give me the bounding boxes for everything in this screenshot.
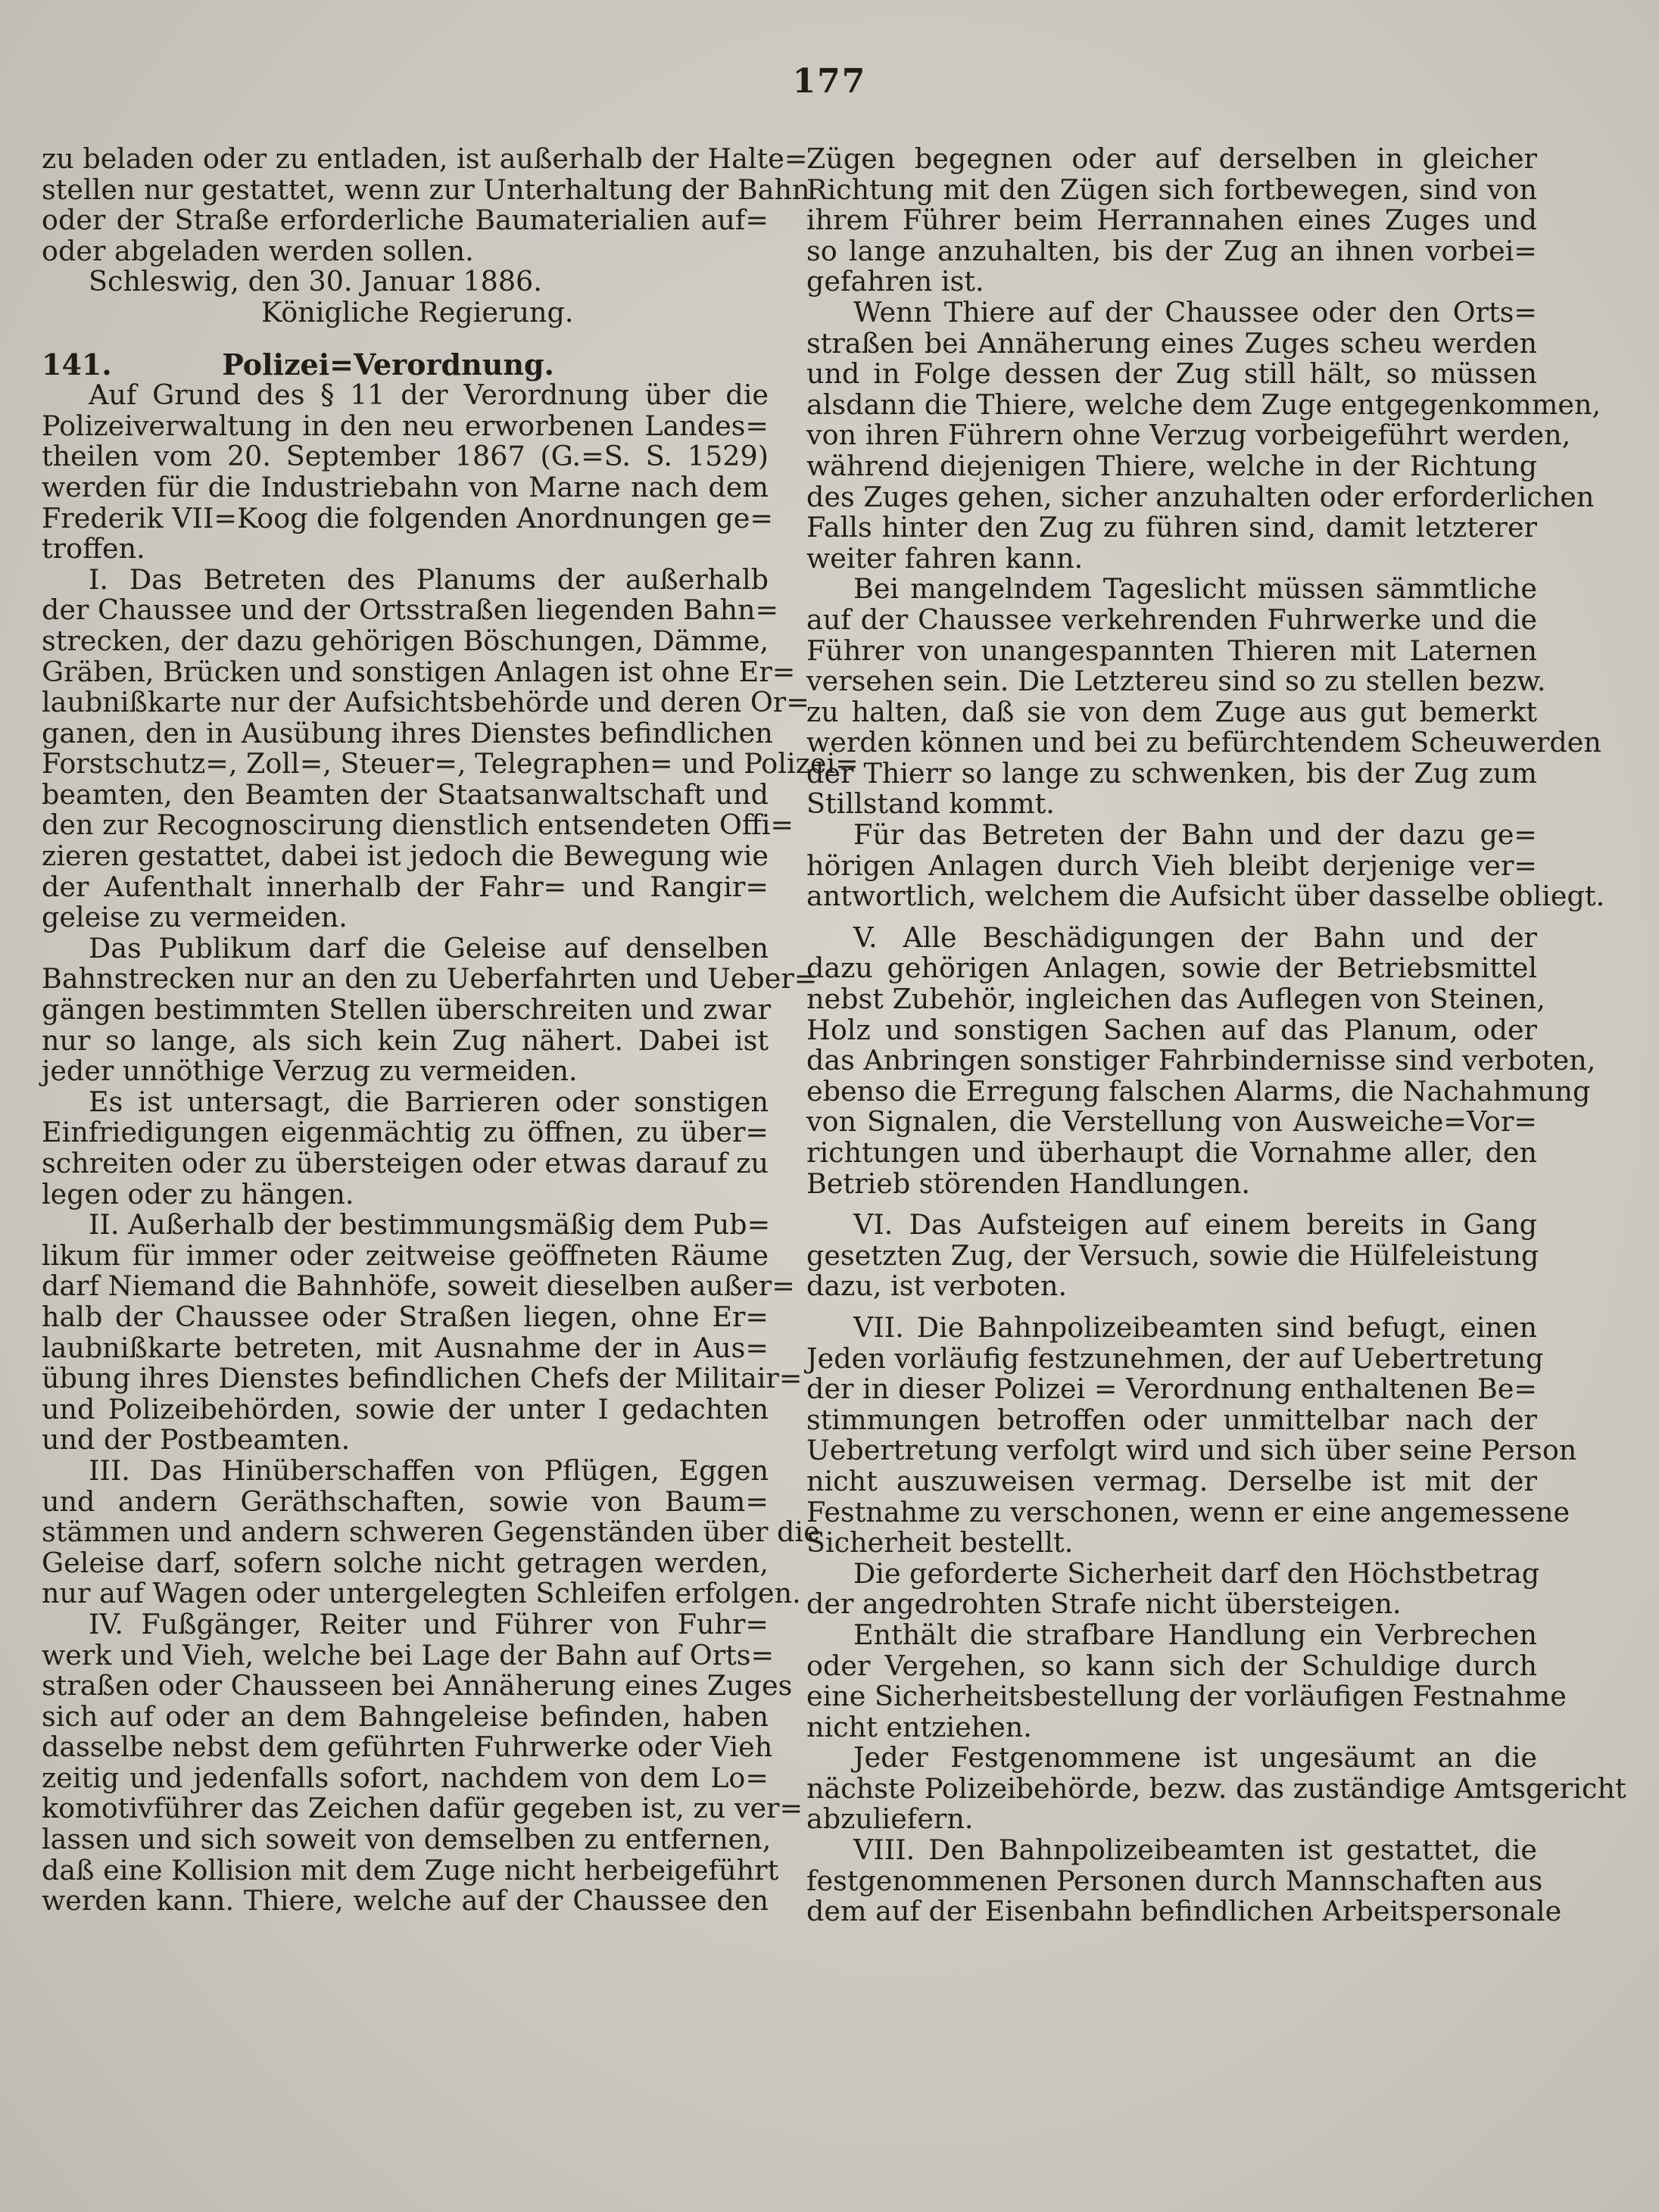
text-line: während diejenigen Thiere, welche in der Richtung [806,449,1537,482]
text-line: dem auf der Eisenbahn befindlichen Arbeitspersonale [806,1895,1562,1928]
text-line: nächste Polizeibehörde, bezw. das zuständige Amtsgericht [806,1771,1626,1805]
text-line: und andern Geräthschaften, sowie von Baum= [42,1485,769,1518]
text-line: und Polizeibehörden, sowie der unter I gedachten [42,1392,769,1425]
text-line: Bahnstrecken nur an den zu Ueberfahrten und Ueber= [42,962,818,995]
right-column [806,142,1626,1928]
text-line: Enthält die strafbare Handlung ein Verbrechen [853,1618,1537,1651]
text-line: oder abgeladen werden sollen. [42,234,474,267]
text-line: Festnahme zu verschonen, wenn er eine angemessene [806,1495,1570,1528]
text-line: gesetzten Zug, der Versuch, sowie die Hülfeleistung [806,1238,1539,1272]
text-line: der angedrohten Strafe nicht übersteigen. [806,1587,1402,1621]
text-line: beamten, den Beamten der Staatsanwaltschaft und [42,777,769,811]
text-line: nebst Zubehör, ingleichen das Auflegen von Steinen, [806,983,1545,1016]
text-line: III. Das Hinüberschaffen von Pflügen, Eggen [89,1453,769,1487]
text-line: zieren gestattet, dabei ist jedoch die Bewegung wie [42,840,769,873]
text-line: jeder unnöthige Verzug zu vermeiden. [42,1055,578,1088]
place-date: Schleswig, den 30. Januar 1886. [89,265,542,298]
text-line: Jeder Festgenommene ist ungesäumt an die [853,1741,1537,1774]
paragraph-VII [806,1310,1577,1559]
issuing-authority: Königliche Regierung. [261,295,574,329]
text-line: Forstschutz=, Zoll=, Steuer=, Telegraphen= und Polizei= [42,747,859,780]
text-line: IV. Fußgänger, Reiter und Führer von Fuhr= [89,1607,769,1640]
text-line: übung ihres Dienstes befindlichen Chefs der Militair= [42,1362,803,1395]
text-line: schreiten oder zu übersteigen oder etwas darauf zu [42,1147,769,1179]
text-line: Gräben, Brücken und sonstigen Anlagen ist ohne Er= [42,655,796,688]
text-line: lassen und sich soweit von demselben zu entfernen, [42,1823,772,1856]
text-line: nicht entziehen. [806,1710,1032,1743]
paragraph-I [42,562,859,934]
text-line: Uebertretung verfolgt wird und sich über seine Person [806,1434,1577,1467]
text-line: laubnißkarte nur der Aufsichtsbehörde und deren Or= [42,686,809,719]
text-line: Richtung mit den Zügen sich fortbewegen, sind von [806,173,1537,206]
text-line: Jeden vorläufig festzunehmen, der auf Uebertretung [806,1341,1544,1375]
text-line: VI. Das Aufsteigen auf einem bereits in Gang [853,1208,1537,1242]
paragraph-V [806,921,1596,1200]
text-line: straßen bei Annäherung eines Zuges scheu werden [806,326,1537,360]
paragraph-VII-crime [806,1618,1567,1743]
paragraph-IV [42,1607,803,1918]
text-line: so lange anzuhalten, bis der Zug an ihnen vorbei= [806,234,1537,267]
text-line: V. Alle Beschädigungen der Bahn und der [853,921,1537,954]
text-line: sich auf oder an dem Bahngeleise befinden, haben [42,1700,769,1733]
text-line: versehen sein. Die Letztereu sind so zu stellen bezw. [806,665,1546,698]
text-line: theilen vom 20. September 1867 (G.=S. S. 1529) [42,440,769,473]
text-line: Das Publikum darf die Geleise auf denselben [89,931,769,964]
text-line: und in Folge dessen der Zug still hält, so müssen [806,357,1537,391]
text-line: gefahren ist. [806,265,984,298]
paragraph-VII-delivery [806,1741,1626,1836]
left-column [42,142,859,1918]
text-line: und der Postbeamten. [42,1423,351,1456]
text-line: von ihren Führern ohne Verzug vorbeigeführt werden, [806,419,1571,452]
text-line: VII. Die Bahnpolizeibeamten sind befugt, einen [853,1310,1537,1344]
text-line: Wenn Thiere auf der Chaussee oder den Orts= [853,295,1537,329]
text-line: dazu, ist verboten. [806,1270,1068,1303]
text-line: ebenso die Erregung falschen Alarms, die Nachahmung [806,1074,1591,1108]
text-line: geleise zu vermeiden. [42,901,348,934]
text-line: auf der Chaussee verkehrenden Fuhrwerke und die [806,603,1537,636]
text-line: festgenommenen Personen durch Mannschaften aus [806,1864,1543,1897]
paragraph-II [42,1208,803,1456]
text-line: der Thierr so lange zu schwenken, bis der Zug zum [806,756,1537,790]
preamble-paragraph [42,379,773,565]
text-line: der Aufenthalt innerhalb der Fahr= und Rangir= [42,870,769,903]
text-line: von Signalen, die Verstellung von Ausweiche=Vor= [806,1105,1537,1139]
intro-paragraph [42,142,810,267]
paragraph-III [42,1453,820,1610]
text-line: straßen oder Chausseen bei Annäherung eines Zuges [42,1669,793,1703]
page-number: 177 [792,62,867,101]
text-line: Zügen begegnen oder auf derselben in gleicher [806,142,1537,175]
text-line: Polizeiverwaltung in den neu erworbenen Landes= [42,409,769,442]
paragraph-VIII [806,1833,1562,1928]
text-line: stämmen und andern schweren Gegenständen über die [42,1516,820,1549]
text-line: hörigen Anlagen durch Vieh bleibt derjenige ver= [806,849,1537,882]
text-line: alsdann die Thiere, welche dem Zuge entgegenkommen, [806,388,1601,421]
text-line: laubnißkarte betreten, mit Ausnahme der in Aus= [42,1331,769,1364]
text-line: oder Vergehen, so kann sich der Schuldige durch [806,1649,1537,1682]
text-line: den zur Recognoscirung dienstlich entsendeten Offi= [42,808,794,842]
text-line: likum für immer oder zeitweise geöffneten Räume [42,1238,769,1272]
text-line: daß eine Kollision mit dem Zuge nicht herbeigeführt [42,1853,779,1886]
paragraph-I-public [42,931,818,1088]
text-line: Auf Grund des § 11 der Verordnung über die [89,379,769,412]
paragraph-IV-cattle [806,818,1605,913]
text-line: stellen nur gestattet, wenn zur Unterhaltung der Bahn [42,173,810,206]
text-line: II. Außerhalb der bestimmungsmäßig dem Pub= [89,1208,771,1242]
text-line: werden kann. Thiere, welche auf der Chaussee den [42,1884,769,1918]
text-line: zu halten, daß sie von dem Zuge aus gut bemerkt [806,695,1537,728]
text-line: legen oder zu hängen. [42,1177,354,1210]
text-line: werk und Vieh, welche bei Lage der Bahn auf Orts= [42,1638,775,1671]
text-line: Sicherheit bestellt. [806,1526,1074,1559]
paragraph-VII-security [806,1556,1540,1621]
text-line: zu beladen oder zu entladen, ist außerhalb der Halte= [42,142,808,175]
text-line: der in dieser Polizei = Verordnung enthaltenen Be= [806,1372,1537,1406]
paragraph-VI [806,1210,1537,1302]
text-line: Betrieb störenden Handlungen. [806,1167,1251,1200]
text-line: I. Das Betreten des Planums der außerhalb [89,562,769,596]
text-line: des Zuges gehen, sicher anzuhalten oder erforderlichen [806,480,1595,513]
text-line: strecken, der dazu gehörigen Böschungen, Dämme, [42,624,769,657]
text-line: halb der Chaussee oder Straßen liegen, ohne Er= [42,1300,769,1333]
paragraph-IV-shy-animals [806,295,1601,575]
text-line: dasselbe nebst dem geführten Fuhrwerke oder Vieh [42,1731,773,1764]
text-line: gängen bestimmten Stellen überschreiten und zwar [42,993,772,1027]
text-line: Führer von unangespannten Thieren mit Laternen [806,634,1537,667]
section-number: 141. [42,347,112,382]
text-line: das Anbringen sonstiger Fahrbindernisse sind verboten, [806,1044,1596,1077]
text-line: dazu gehörigen Anlagen, sowie der Betriebsmittel [806,952,1537,985]
text-line: Einfriedigungen eigenmächtig zu öffnen, zu über= [42,1116,769,1149]
text-line: stimmungen betroffen oder unmittelbar nach der [806,1403,1537,1436]
text-line: nur auf Wagen oder untergelegten Schleifen erfolgen. [42,1577,801,1610]
text-line: werden für die Industriebahn von Marne nach dem [42,470,769,503]
section-heading [42,347,769,382]
text-line: Bei mangelndem Tageslicht müssen sämmtliche [853,572,1537,606]
text-line: richtungen und überhaupt die Vornahme aller, den [806,1136,1537,1169]
text-line: ganen, den in Ausübung ihres Dienstes befindlichen [42,716,773,749]
text-line: VIII. Den Bahnpolizeibeamten ist gestattet, die [853,1833,1537,1867]
text-line: weiter fahren kann. [806,541,1084,575]
text-line: eine Sicherheitsbestellung der vorläufigen Festnahme [806,1680,1567,1713]
text-line: antwortlich, welchem die Aufsicht über dasselbe obliegt. [806,880,1605,913]
text-line: Frederik VII=Koog die folgenden Anordnungen ge= [42,501,773,534]
text-line: komotivführer das Zeichen dafür gegeben ist, zu ver= [42,1792,803,1825]
section-title: Polizei=Verordnung. [222,347,554,382]
text-line: darf Niemand die Bahnhöfe, soweit dieselben außer= [42,1270,795,1303]
paragraph-IV-lanterns [806,572,1601,821]
text-line: oder der Straße erforderliche Baumaterialien auf= [42,204,769,237]
text-line: Für das Betreten der Bahn und der dazu ge= [853,818,1537,852]
text-line: abzuliefern. [806,1802,974,1836]
text-line: zeitig und jedenfalls sofort, nachdem von dem Lo= [42,1761,769,1794]
paragraph-I-barriers [42,1087,769,1210]
text-line: nicht auszuweisen vermag. Derselbe ist mit der [806,1464,1537,1497]
text-line: werden können und bei zu befürchtendem Scheuwerden [806,726,1601,759]
text-line: Holz und sonstigen Sachen auf das Planum, oder [806,1013,1537,1046]
text-line: Stillstand kommt. [806,787,1055,821]
text-line: Es ist untersagt, die Barrieren oder sonstigen [89,1085,769,1118]
text-line: Geleise darf, sofern solche nicht getragen werden, [42,1546,769,1579]
text-line: Falls hinter den Zug zu führen sind, damit letzterer [806,511,1537,544]
text-line: troffen. [42,532,145,565]
text-line: der Chaussee und der Ortsstraßen liegenden Bahn= [42,594,779,627]
text-line: nur so lange, als sich kein Zug nähert. Dabei ist [42,1023,769,1057]
text-line: Die geforderte Sicherheit darf den Höchstbetrag [853,1556,1540,1590]
paragraph-IV-continued [806,144,1537,298]
text-line: ihrem Führer beim Herrannahen eines Zuges und [806,204,1537,237]
